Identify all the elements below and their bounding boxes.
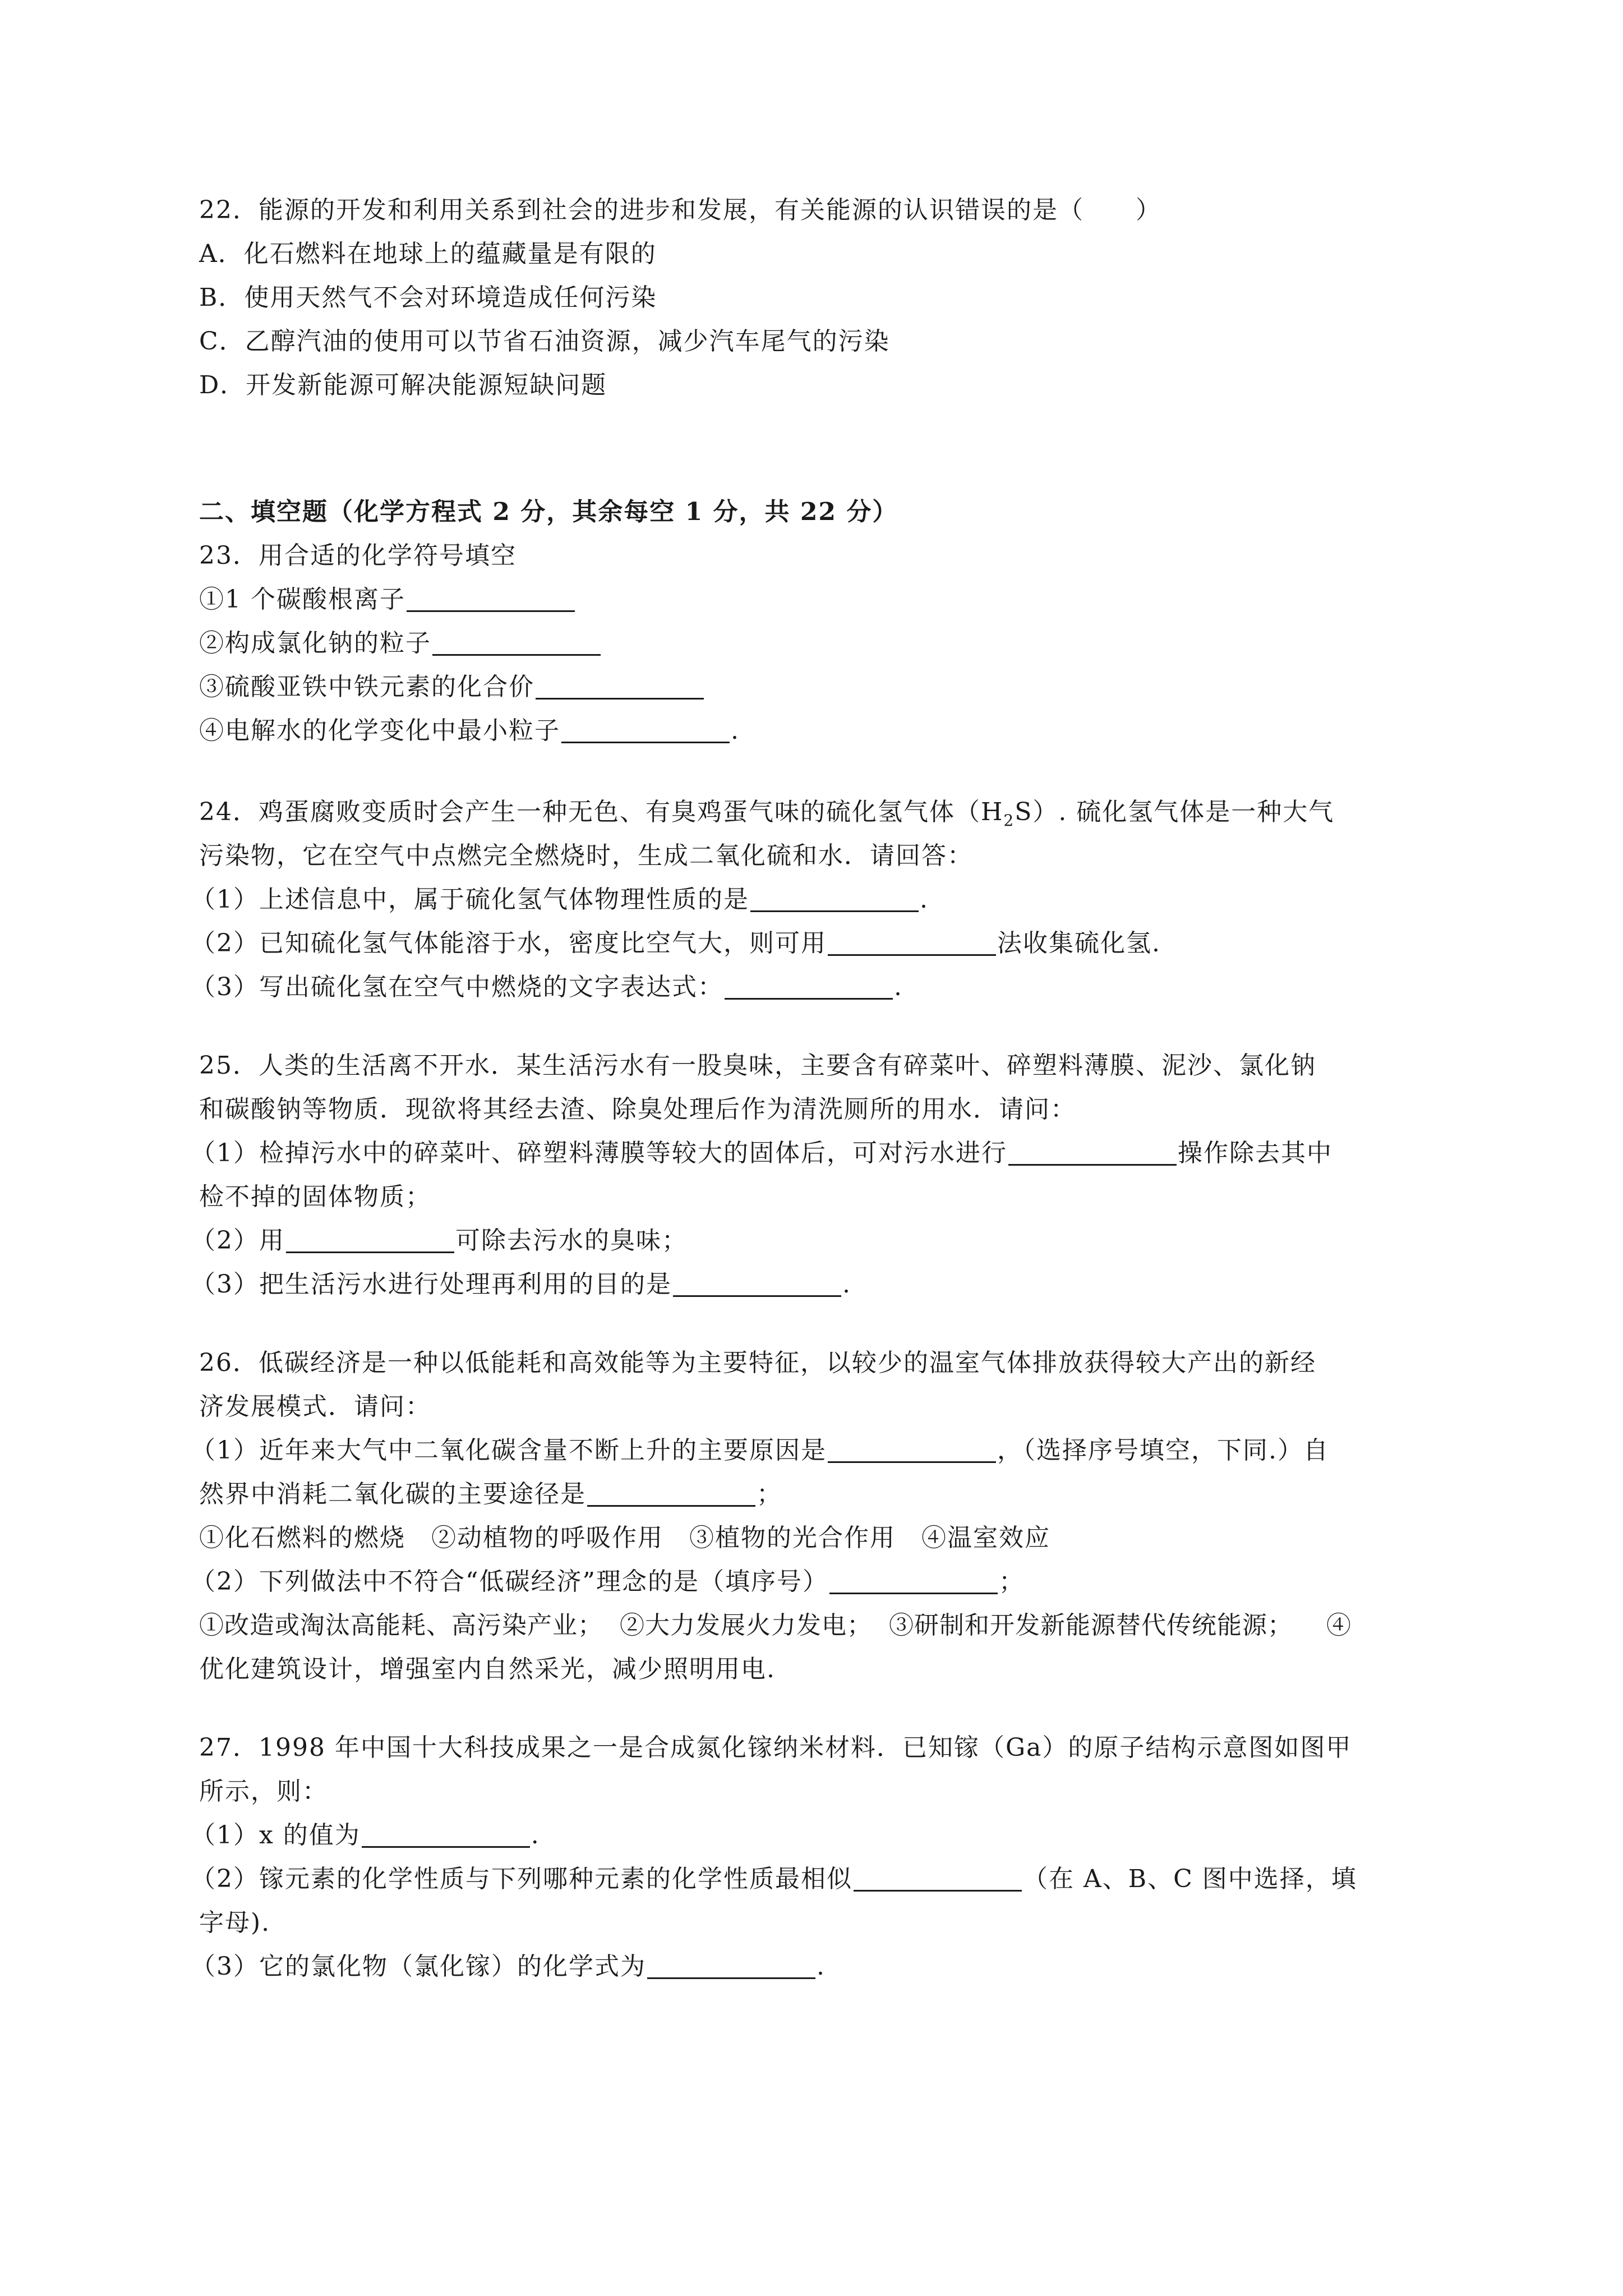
q25-part-1-cont: 检不掉的固体物质； [199,1182,431,1211]
answer-blank[interactable] [750,886,919,912]
q22-option-d: D．开发新能源可解决能源短缺问题 [199,371,607,399]
answer-blank[interactable] [587,1480,755,1507]
q22-option-b: B．使用天然气不会对环境造成任何污染 [199,283,657,312]
answer-blank[interactable] [828,1437,996,1463]
q25-stem-line-1: 25．人类的生活离不开水．某生活污水有一股臭味，主要含有碎菜叶、碎塑料薄膜、泥沙、氯化钠 [199,1051,1316,1080]
answer-blank[interactable] [536,673,704,700]
q26-stem-line-1: 26．低碳经济是一种以低能耗和高效能等为主要特征，以较少的温室气体排放获得较大产出的新经 [199,1349,1316,1377]
answer-blank[interactable] [286,1227,454,1253]
answer-blank[interactable] [561,717,730,743]
q27-part-3: （3）它的氯化物（氯化镓）的化学式为 . [191,1952,826,1981]
q23-part-3: ③硫酸亚铁中铁元素的化合价 [199,670,705,704]
section-heading: 二、填空题（化学方程式 2 分，其余每空 1 分，共 22 分） [199,498,898,526]
q24-stem-line-1: 24．鸡蛋腐败变质时会产生一种无色、有臭鸡蛋气味的硫化氢气体$(H_2S)$. 硫化氢气体是一种大气 [199,798,1335,830]
q23-stem: 23．用合适的化学符号填空 [199,541,517,570]
q24-part-2: （2）已知硫化氢气体能溶于水，密度比空气大，则可用 法收集硫化氢. [191,929,1161,958]
q26-part-1: （1）近年来大气中二氧化碳含量不断上升的主要原因是 ，（选择序号填空，下同.）自 [191,1436,1329,1465]
q26-options-1: ①化石燃料的燃烧 ②动植物的呼吸作用 ③植物的光合作用 ④温室效应 [199,1524,1050,1552]
q25-part-1: （1）检掉污水中的碎菜叶、碎塑料薄膜等较大的固体后，可对污水进行 操作除去其中 [191,1139,1332,1167]
q25-part-3: （3）把生活污水进行处理再利用的目的是 . [191,1270,851,1299]
q26-options-2-cont: 优化建筑设计，增强室内自然采光，减少照明用电. [199,1655,776,1683]
q22-option-a: A．化石燃料在地球上的蕴藏量是有限的 [199,240,657,268]
answer-blank[interactable] [828,930,996,956]
q25-stem-line-2: 和碳酸钠等物质．现欲将其经去渣、除臭处理后作为清洗厕所的用水．请问： [199,1095,1076,1124]
answer-blank[interactable] [673,1271,841,1297]
q23-part-2: ②构成氯化钠的粒子 [199,627,602,660]
q26-options-2: ①改造或淘汰高能耗、高污染产业； ②大力发展火力发电； ③研制和开发新能源替代传统能源； ④ [199,1611,1352,1640]
q25-part-2: （2）用 可除去污水的臭味； [191,1226,688,1255]
q22-option-c: C．乙醇汽油的使用可以节省石油资源，减少汽车尾气的污染 [199,327,890,356]
q24-stem-line-2: 污染物，它在空气中点燃完全燃烧时，生成二氧化硫和水．请回答： [199,841,973,870]
q24-part-1: （1）上述信息中，属于硫化氢气体物理性质的是 . [191,885,929,914]
q24-part-3: （3）写出硫化氢在空气中燃烧的文字表达式： . [191,973,903,1001]
answer-blank[interactable] [407,586,575,612]
q27-stem-line-2: 所示，则： [199,1777,328,1806]
answer-blank[interactable] [647,1953,815,1979]
q27-stem-line-1: 27．1998 年中国十大科技成果之一是合成氮化镓纳米材料．已知镓（Ga）的原子结构示意图如图甲 [199,1733,1352,1762]
answer-blank[interactable] [725,973,893,1000]
q23-part-1: ①1 个碳酸根离子 [199,583,576,616]
q26-part-1-cont: 然界中消耗二氧化碳的主要途径是 ； [199,1480,782,1508]
answer-blank[interactable] [854,1865,1022,1892]
answer-blank[interactable] [1008,1139,1177,1166]
q23-part-4: ④电解水的化学变化中最小粒子 . [199,716,740,745]
q27-part-1: （1）x 的值为 . [191,1821,540,1849]
q26-part-2: （2）下列做法中不符合“低碳经济”理念的是（填序号） ； [191,1567,1025,1596]
q26-stem-line-2: 济发展模式．请问： [199,1392,431,1421]
q27-part-2: （2）镓元素的化学性质与下列哪种元素的化学性质最相似 （在 A、B、C 图中选择，填 [191,1865,1357,1893]
answer-blank[interactable] [362,1821,530,1848]
q27-part-2-cont: 字母). [199,1908,271,1937]
answer-blank[interactable] [432,629,601,656]
q22-stem: 22．能源的开发和利用关系到社会的进步和发展，有关能源的认识错误的是（ ） [199,196,1161,224]
answer-blank[interactable] [829,1568,998,1594]
